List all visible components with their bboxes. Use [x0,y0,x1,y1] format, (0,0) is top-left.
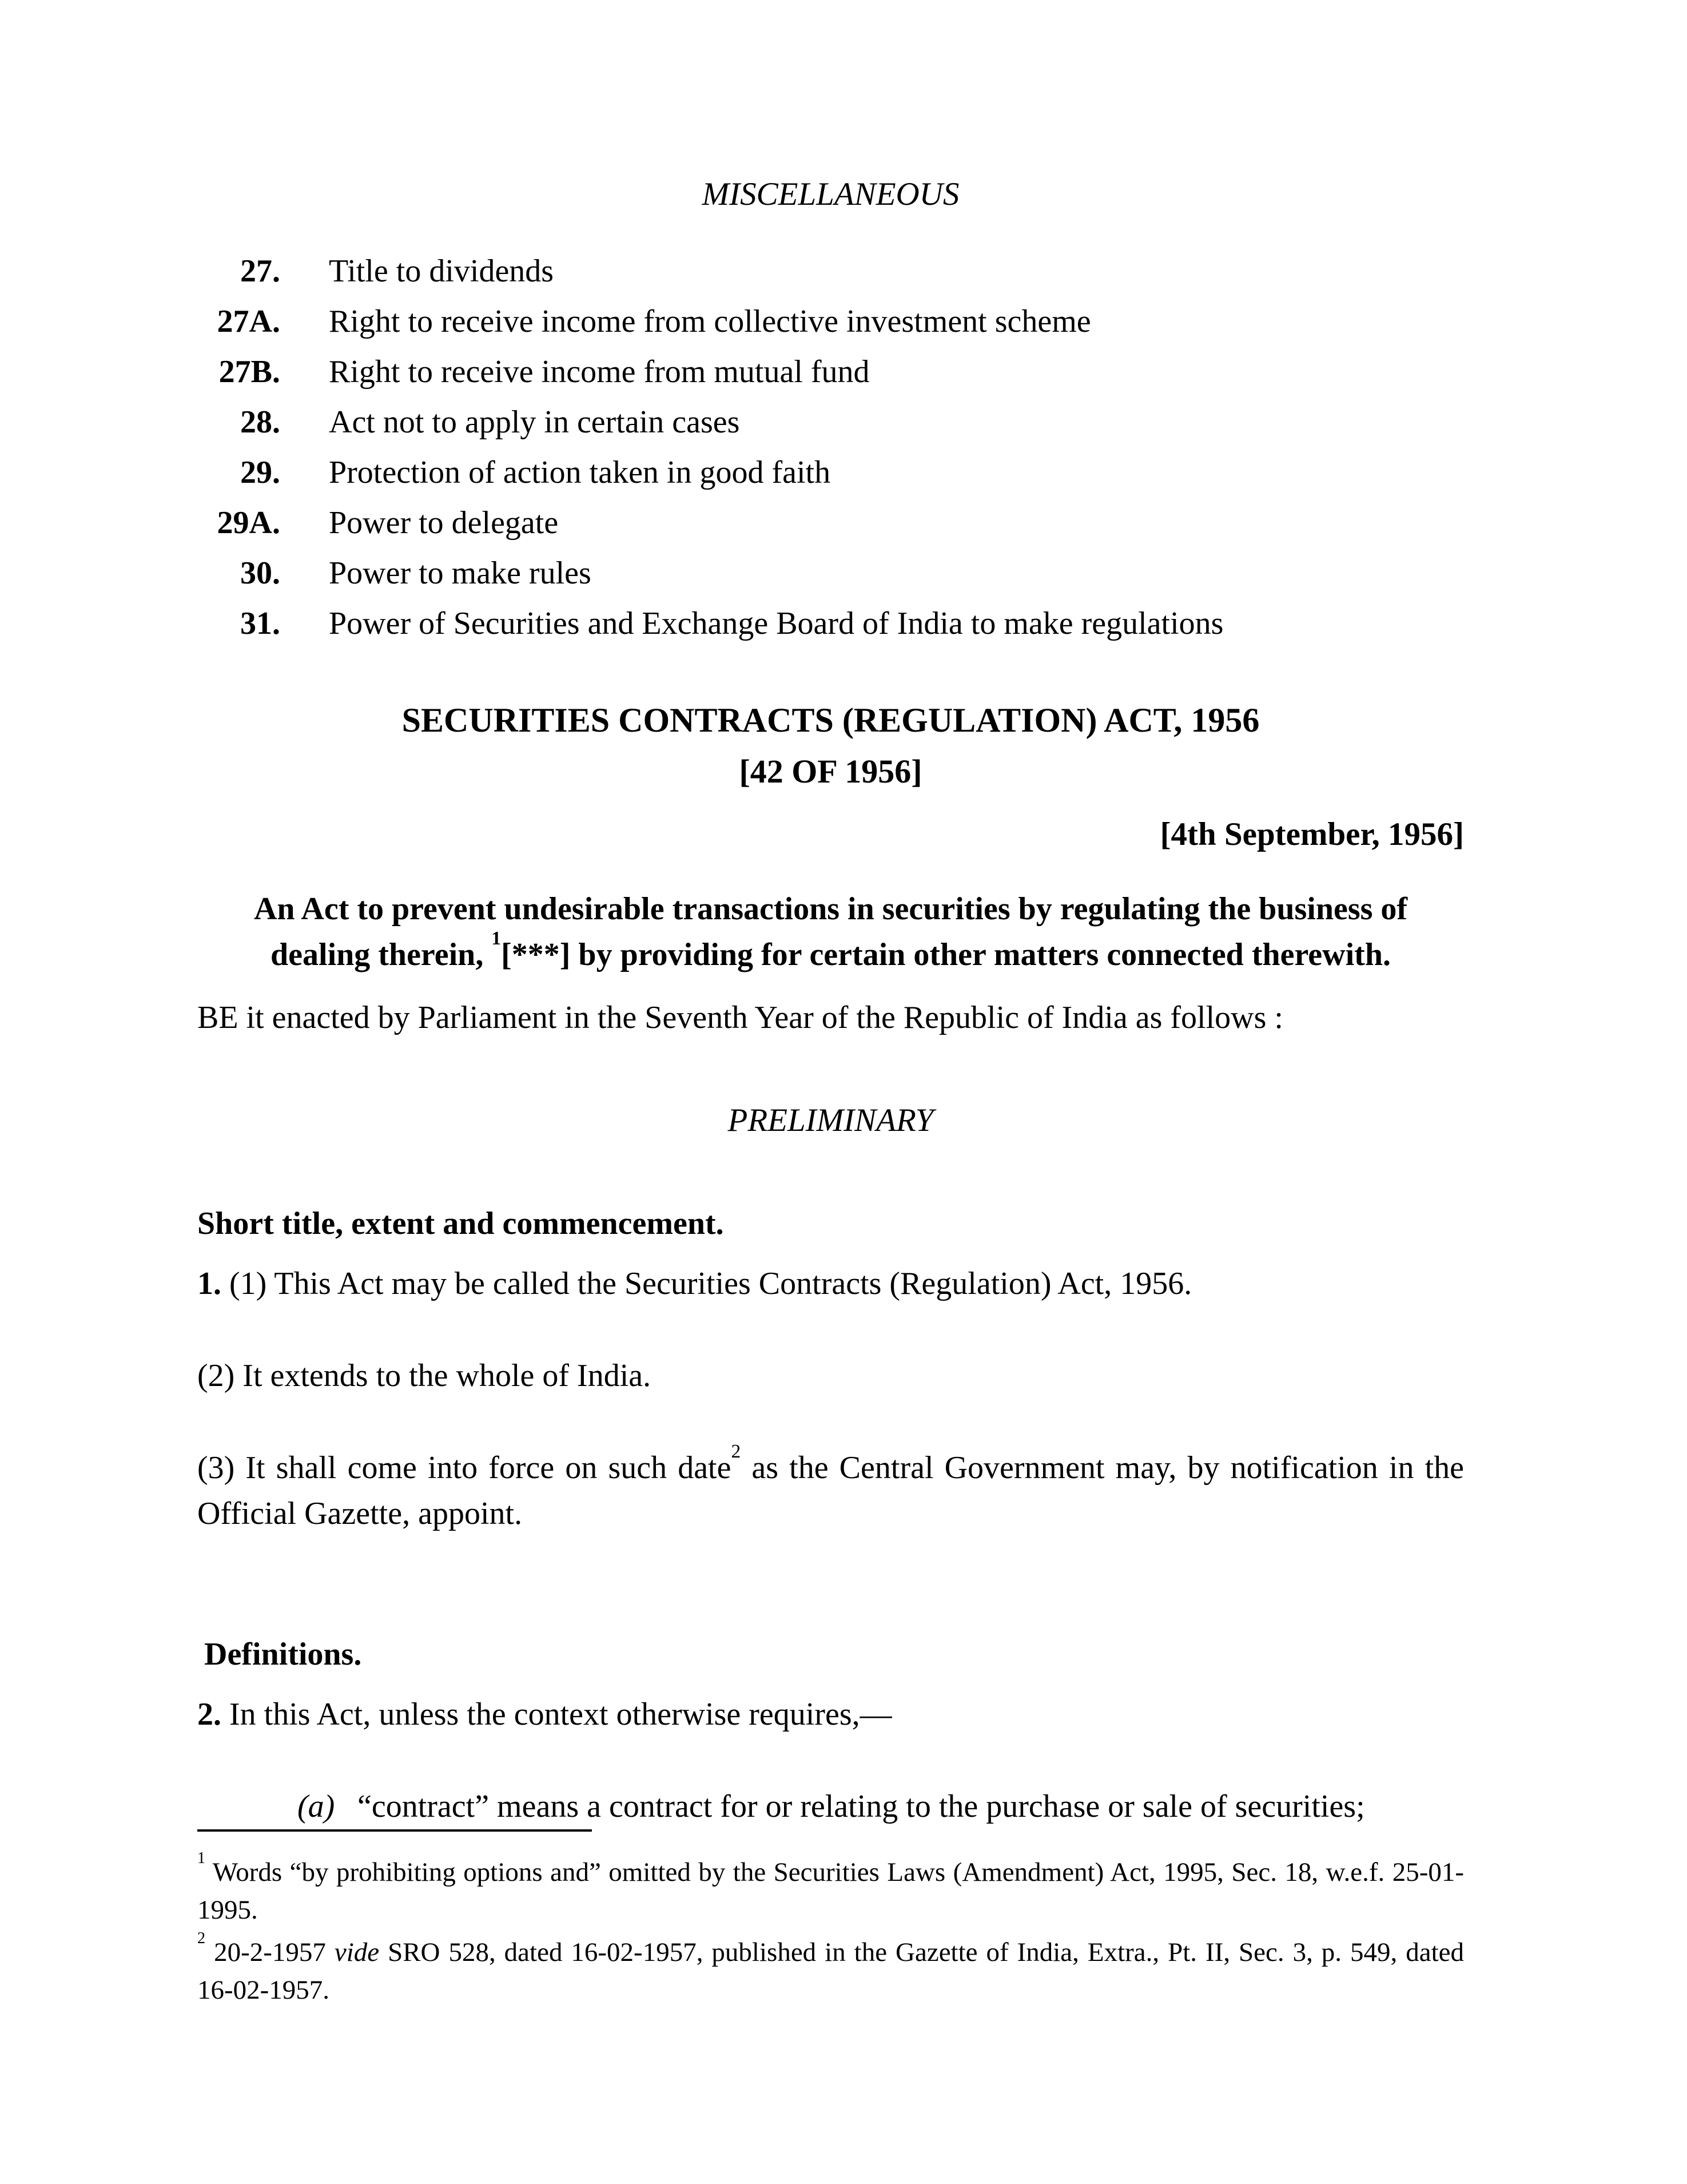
clause-a-text: “contract” means a contract for or relating to the purchase or sale of securities; [357,1789,1365,1824]
section-2-intro [197,1691,1464,1737]
toc-section-title: Right to receive income from collective investment scheme [329,304,1091,339]
toc-section-number: 29. [240,455,280,490]
section-2-heading: Definitions. [204,1637,362,1672]
toc-row [197,397,1464,447]
toc-section-number: 29A. [217,505,280,541]
footnote-divider [197,1829,592,1832]
footnote-ref-1: 1 [491,927,502,949]
toc-section-title: Power to delegate [329,505,559,541]
part-heading: PRELIMINARY [727,1102,934,1138]
section-1-para-2: (2) It extends to the whole of India. [197,1358,651,1393]
section-1-para-3-pre: (3) It shall come into force on such date [197,1450,731,1486]
toc-row [197,598,1464,649]
toc-section-title: Power to make rules [329,555,591,591]
footnote-1 [197,1849,1464,1929]
toc-section-title: Power of Securities and Exchange Board of India to make regulations [329,606,1224,641]
toc-section-number: 28. [240,404,280,440]
table-of-contents [197,246,1464,649]
enactment-clause: BE it enacted by Parliament in the Seventh Year of the Republic of India as follows : [197,1000,1283,1035]
section-2-number: 2. [197,1697,221,1732]
section-2-intro-text: In this Act, unless the context otherwise requires,— [221,1697,892,1732]
toc-section-number: 27B. [218,354,280,390]
footnotes-section [197,1829,1464,2009]
toc-section-title: Act not to apply in certain cases [329,404,740,440]
toc-section-title: Right to receive income from mutual fund [329,354,870,390]
act-title: SECURITIES CONTRACTS (REGULATION) ACT, 1956 [401,701,1260,739]
chapter-heading: MISCELLANEOUS [702,176,960,212]
section-1-heading: Short title, extent and commencement. [197,1206,724,1241]
section-1-para-1-text: (1) This Act may be called the Securities Contracts (Regulation) Act, 1956. [221,1266,1192,1301]
footnote-2-text-post: SRO 528, dated 16-02-1957, published in the Gazette of India, Extra., Pt. II, Sec. 3, p. 549, dated 16-02-1957. [197,1937,1465,2005]
toc-section-title: Title to dividends [329,253,554,289]
toc-section-number: 30. [240,555,280,591]
footnote-1-marker: 1 [197,1849,206,1868]
toc-section-number: 27. [240,253,280,289]
act-date: [4th September, 1956] [1160,816,1464,852]
toc-row [197,498,1464,548]
footnote-2-marker: 2 [197,1929,206,1948]
toc-row [197,548,1464,598]
toc-section-number: 31. [240,606,280,641]
footnote-2-text-pre: 20-2-1957 [214,1937,335,1967]
clause-a [297,1784,1464,1829]
act-preamble [248,886,1414,978]
footnote-2-vide: vide [334,1937,380,1967]
section-1-para-3-post: as the Central Government may, by notification in the Official Gazette, appoint. [197,1450,1464,1531]
act-number: [42 OF 1956] [739,753,922,790]
clause-a-marker: (a) [297,1789,335,1824]
section-1-para-1 [197,1261,1464,1307]
section-1-para-3 [197,1440,1464,1536]
toc-section-number: 27A. [217,304,280,339]
toc-row [197,246,1464,296]
section-1-number: 1. [197,1266,221,1301]
toc-section-title: Protection of action taken in good faith [329,455,831,490]
preamble-text-part2: [***] by providing for certain other matters connected therewith. [501,937,1391,972]
toc-row [197,296,1464,347]
preamble-text-part1: An Act to prevent undesirable transactions in securities by regulating the business of dealing therein, [253,891,1408,972]
toc-row [197,447,1464,498]
footnote-2 [197,1929,1465,2009]
toc-row [197,347,1464,397]
footnote-ref-2: 2 [731,1440,741,1462]
footnote-1-text: Words “by prohibiting options and” omitted by the Securities Laws (Amendment) Act, 1995, Sec. 18, w.e.f. 25-01-1995. [197,1857,1464,1925]
